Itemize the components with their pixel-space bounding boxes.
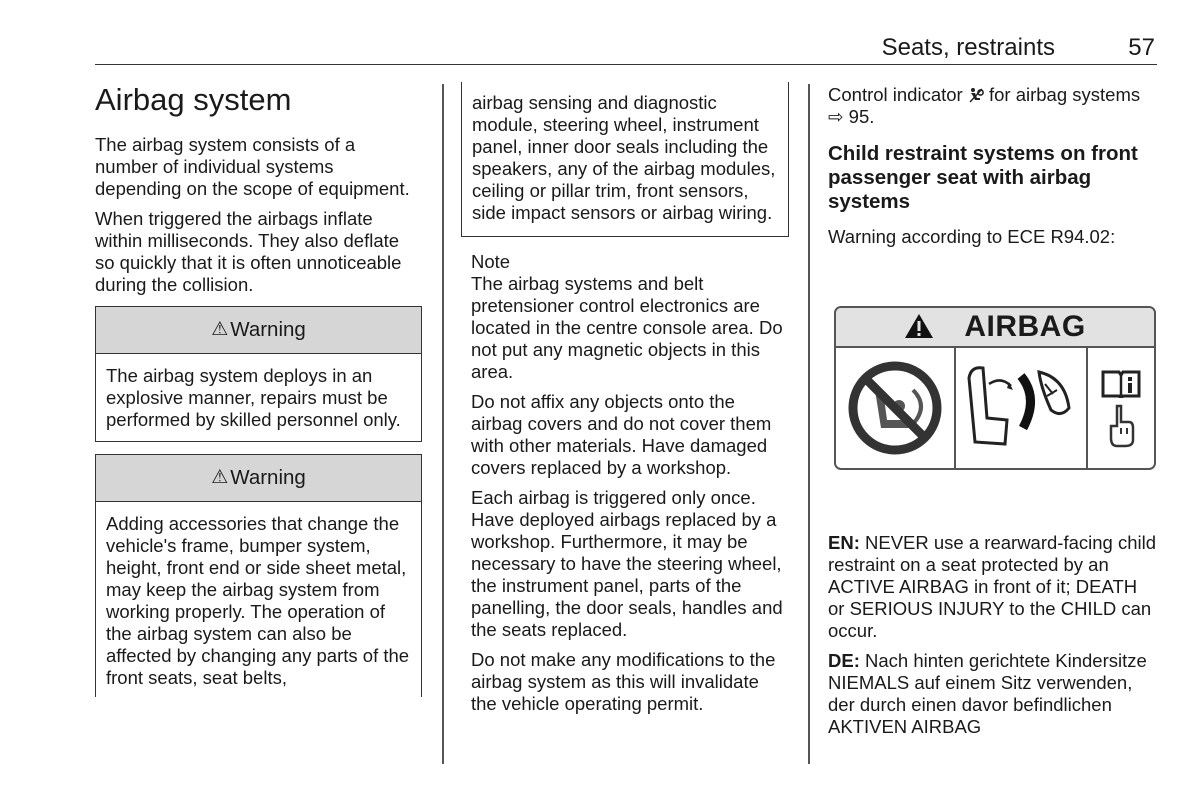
warning-text: Adding accessories that change the vehicle's frame, bumper system, height, front end or side sheet metal, may keep the airbag system from working properly. The operation of the airbag system can also be affected by changing any parts of the front seats, seat belts,	[106, 513, 410, 688]
column-2	[461, 82, 789, 723]
warning-triangle-icon	[904, 313, 934, 341]
column-1	[95, 82, 422, 697]
warning-title: Warning	[230, 318, 306, 341]
manual-book-icon	[1101, 368, 1141, 398]
page-reference: 95.	[848, 106, 875, 127]
paragraph: Do not make any modifications to the airbag system as this will invalidate the vehicle operating permit.	[471, 649, 776, 714]
warning-title: Warning	[230, 466, 306, 489]
warning-triangle-icon: ⚠	[211, 319, 229, 340]
warning-header	[96, 455, 421, 502]
airbag-deploy-cell	[956, 348, 1088, 468]
warning-text-en: EN: NEVER use a rearward-facing child restraint on a seat protected by an ACTIVE AIRBAG in front of it; DEATH or SERIOUS INJURY to the CHILD can occur.	[828, 532, 1157, 641]
warning-box-continued	[461, 82, 789, 237]
column-3	[828, 84, 1158, 746]
page-header	[95, 34, 1157, 65]
hand-pointing-icon	[1107, 404, 1135, 448]
page-number: 57	[1128, 34, 1155, 61]
language-code: EN:	[828, 532, 860, 553]
language-code: DE:	[828, 650, 860, 671]
warning-header	[96, 307, 421, 354]
label-header	[836, 308, 1154, 348]
paragraph: The airbag system consists of a number of individual systems depending on the scope of equipment.	[95, 134, 410, 199]
section-heading: Child restraint systems on front passenger seat with airbag systems	[828, 142, 1138, 213]
section-title: Seats, restraints	[881, 34, 1055, 61]
note-text: The airbag systems and belt pretensioner control electronics are located in the centre console area. Do not put any magnetic objects in this area.	[471, 273, 783, 382]
warning-text: airbag sensing and diagnostic module, steering wheel, instrument panel, inner door seals including the speakers, any of the airbag modules, ceiling or pillar trim, front sensors, side impact sensors or airbag wiring.	[472, 92, 776, 223]
airbag-warning-label-figure	[828, 258, 1154, 520]
warning-box	[95, 306, 422, 442]
page-reference-arrow-icon: ⇨	[828, 106, 844, 127]
warning-text: The airbag system deploys in an explosive manner, repairs must be performed by skilled personnel only.	[106, 365, 401, 430]
airbag-indicator-icon	[968, 86, 984, 102]
paragraph: When triggered the airbags inflate within milliseconds. They also deflate so quickly that it is often unnoticeable during the collision.	[95, 208, 402, 295]
paragraph: Do not affix any objects onto the airbag covers and do not cover them with other materials. Have damaged covers replaced by a workshop.	[471, 391, 772, 478]
airbag-deployment-icon	[961, 358, 1081, 458]
paragraph: Each airbag is triggered only once. Have deployed airbags replaced by a workshop. Furthermore, it may be necessary to have the steering wheel, the instrument panel, parts of the panelling, the door seals, handles and the seats replaced.	[471, 487, 783, 640]
column-divider	[808, 84, 810, 764]
warning-text-de: DE: Nach hinten gerichtete Kindersitze NIEMALS auf einem Sitz verwenden, der durch einen davor befindlichen AKTIVEN AIRBAG	[828, 650, 1147, 737]
note-title: Note	[471, 251, 511, 272]
prohibited-child-seat-icon	[847, 360, 943, 456]
warning-triangle-icon: ⚠	[211, 467, 229, 488]
label-body	[836, 348, 1154, 468]
label-title: AIRBAG	[964, 310, 1086, 343]
no-rear-facing-seat-cell	[836, 348, 956, 468]
column-divider	[442, 84, 444, 764]
warning-box	[95, 454, 422, 697]
read-manual-cell	[1088, 348, 1154, 468]
paragraph: Warning according to ECE R94.02:	[828, 226, 1116, 247]
control-indicator-text: Control indicator for airbag systems ⇨ 95.	[828, 84, 1141, 127]
page-title: Airbag system	[95, 82, 292, 117]
airbag-warning-label	[834, 306, 1156, 470]
